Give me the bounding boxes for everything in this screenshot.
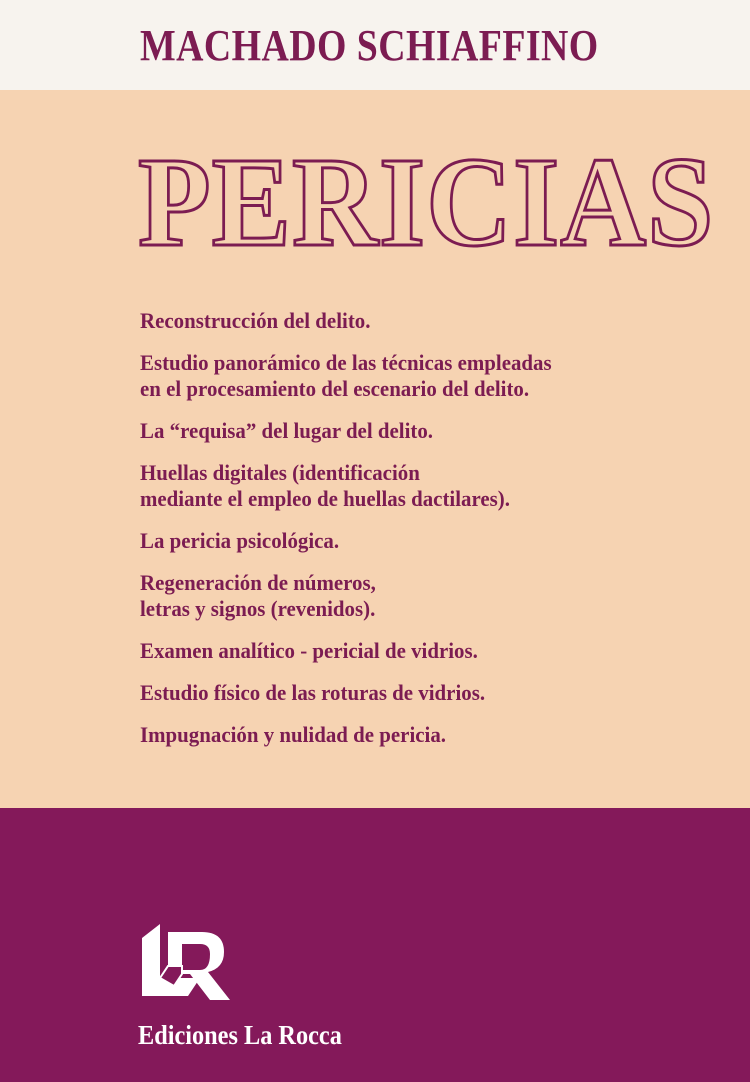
topic-item: Estudio físico de las roturas de vidrios. (140, 680, 486, 705)
topic-list (140, 308, 700, 764)
topic-item: La “requisa” del lugar del delito. (140, 418, 434, 443)
topic-item: Impugnación y nulidad de pericia. (140, 722, 447, 747)
publisher-lr-logo-icon (138, 920, 232, 1002)
topic-item: Examen analítico - pericial de vidrios. (140, 638, 478, 663)
topic-item: Regeneración de números, letras y signos (revenidos). (140, 570, 376, 621)
topic-item: Huellas digitales (identificación mediante el empleo de huellas dactilares). (140, 460, 510, 511)
publisher-name: Ediciones La Rocca (138, 1020, 342, 1050)
author-name: MACHADO SCHIAFFINO (140, 21, 599, 70)
topic-item: Estudio panorámico de las técnicas empleadas en el procesamiento del escenario del delito. (140, 350, 552, 401)
topic-item: Reconstrucción del delito. (140, 308, 371, 333)
book-title: PERICIAS (138, 131, 715, 273)
topic-item: La pericia psicológica. (140, 528, 340, 553)
publisher-band (0, 808, 750, 1082)
